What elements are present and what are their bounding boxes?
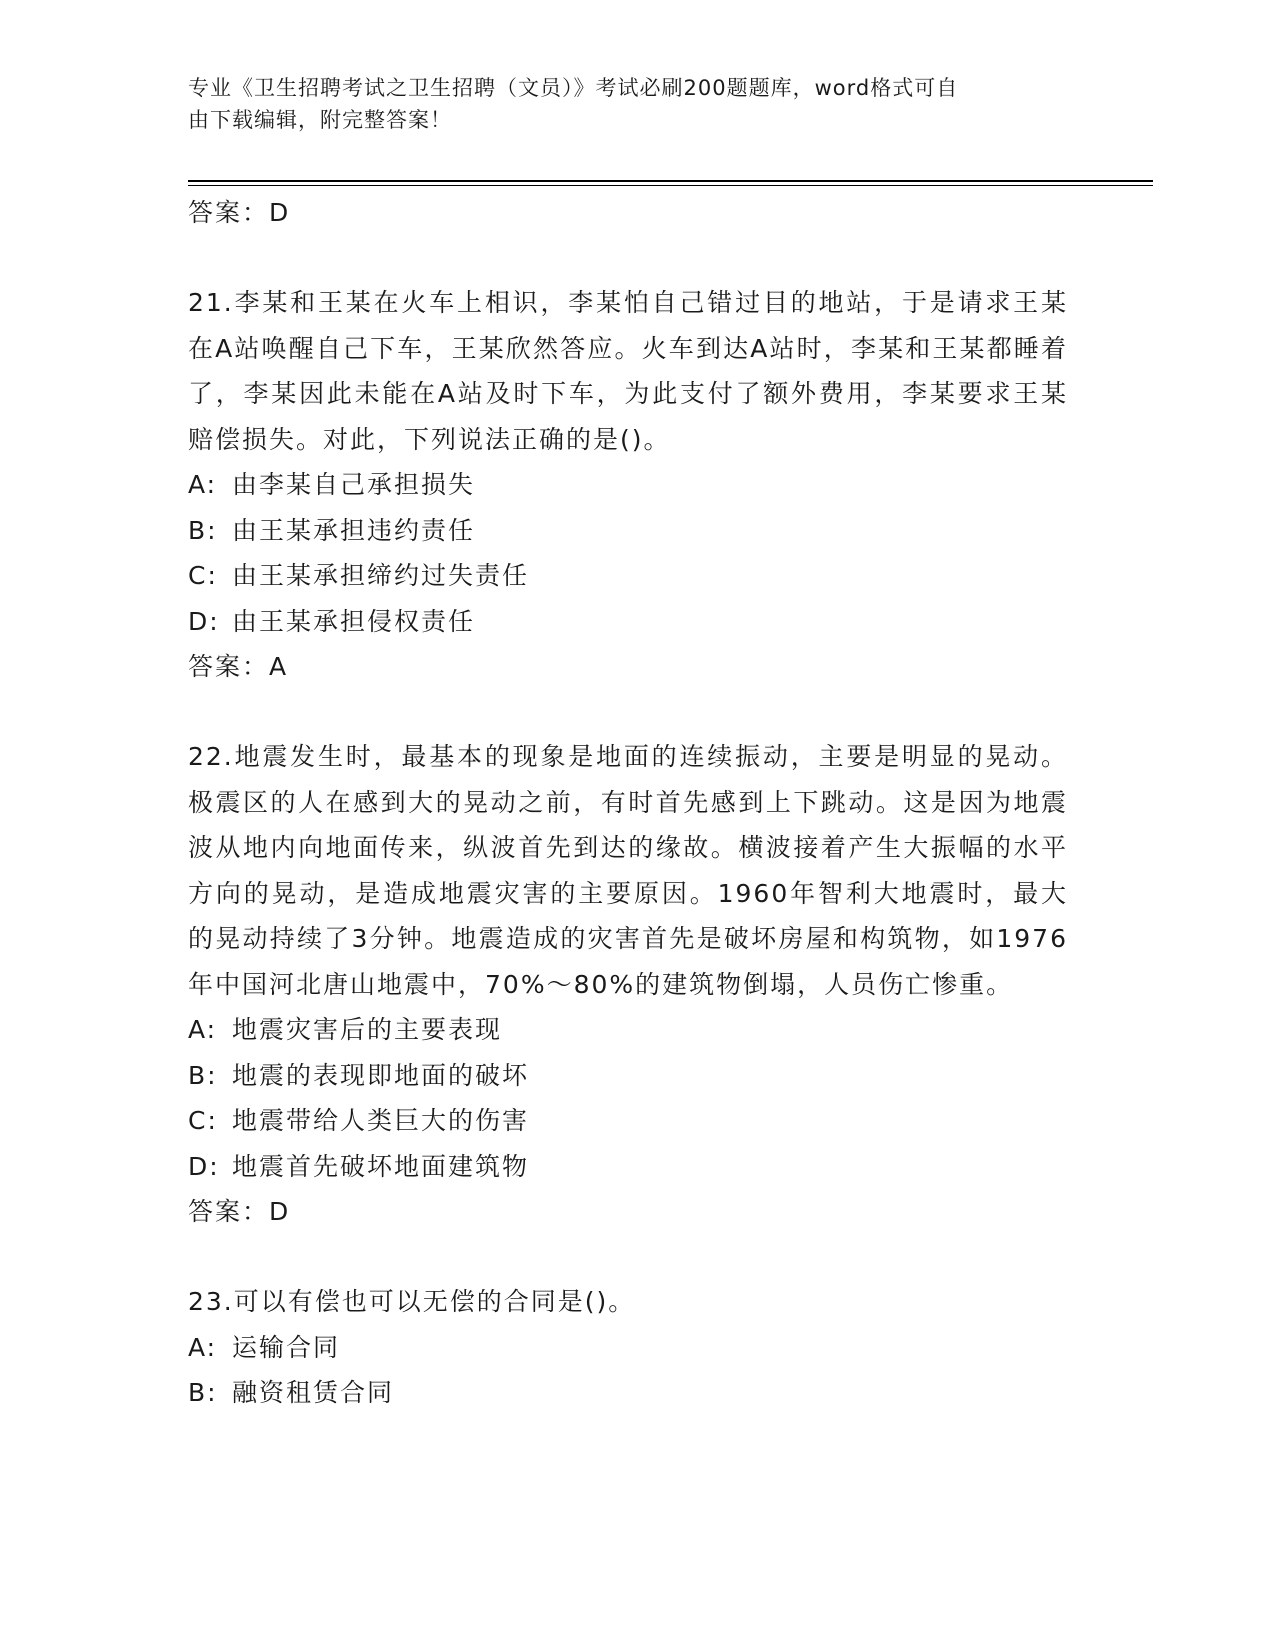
option-letter: C:: [188, 561, 218, 590]
question-21-option-b: [188, 508, 1068, 554]
option-text: 由王某承担缔约过失责任: [232, 561, 530, 590]
option-text: 运输合同: [232, 1332, 341, 1362]
header-rule-thin: [188, 185, 1153, 186]
question-21-answer: 答案：A: [188, 652, 289, 681]
answer-previous: 答案：D: [188, 198, 291, 227]
option-letter: B:: [188, 1060, 218, 1090]
option-text: 由王某承担违约责任: [232, 515, 476, 545]
question-22-option-d: [188, 1144, 1068, 1190]
option-text: 地震首先破坏地面建筑物: [232, 1151, 530, 1181]
question-22: 22.地震发生时，最基本的现象是地面的连续振动，主要是明显的晃动。极震区的人在感到大的晃动之前，有时首先感到上下跳动。这是因为地震波从地内向地面传来，纵波首先到达的缘故。横波接着产生大振幅的水平方向的晃动，是造成地震灾害的主要原因。1960年智利大地震时，最大的晃动持续了3分钟。地震造成的灾害首先是破坏房屋和构筑物，如1976年中国河北唐山地震中，70%～80%的建筑物倒塌，人员伤亡惨重。: [188, 742, 1068, 999]
question-22-answer: 答案：D: [188, 1197, 291, 1226]
option-text: 地震灾害后的主要表现: [232, 1015, 503, 1044]
option-text: 由李某自己承担损失: [232, 470, 476, 499]
question-21-option-d: [188, 599, 1068, 645]
option-letter: A:: [188, 1332, 218, 1362]
option-letter: B:: [188, 515, 218, 545]
option-text: 融资租赁合同: [232, 1378, 395, 1407]
header-line-2: 由下载编辑，附完整答案！: [188, 108, 452, 132]
header-line-1: 专业《卫生招聘考试之卫生招聘（文员）》考试必刷200题题库，word格式可自: [188, 76, 959, 100]
option-letter: D:: [188, 1151, 220, 1181]
option-letter: A:: [188, 1015, 218, 1044]
option-letter: B:: [188, 1378, 218, 1407]
question-23-option-b: [188, 1370, 1068, 1416]
option-letter: A:: [188, 470, 218, 499]
question-22-option-c: [188, 1098, 1068, 1144]
option-text: 由王某承担侵权责任: [232, 606, 476, 636]
option-text: 地震的表现即地面的破坏: [232, 1060, 530, 1090]
question-22-option-a: [188, 1007, 1068, 1053]
question-21: 21.李某和王某在火车上相识，李某怕自己错过目的地站，于是请求王某在A站唤醒自己下车，王某欣然答应。火车到达A站时，李某和王某都睡着了，李某因此未能在A站及时下车，为此支付了额外费用，李某要求王某赔偿损失。对此，下列说法正确的是()。: [188, 288, 1068, 454]
question-23-option-a: [188, 1325, 1068, 1371]
option-text: 地震带给人类巨大的伤害: [232, 1106, 530, 1135]
question-21-option-a: [188, 462, 1068, 508]
question-21-option-c: [188, 553, 1068, 599]
question-23: 23.可以有偿也可以无偿的合同是()。: [188, 1287, 636, 1316]
document-body: [188, 190, 1068, 1416]
header-rule-thick: [188, 180, 1153, 182]
option-letter: C:: [188, 1106, 218, 1135]
question-22-option-b: [188, 1053, 1068, 1099]
document-header: [188, 72, 1068, 136]
option-letter: D:: [188, 606, 220, 636]
